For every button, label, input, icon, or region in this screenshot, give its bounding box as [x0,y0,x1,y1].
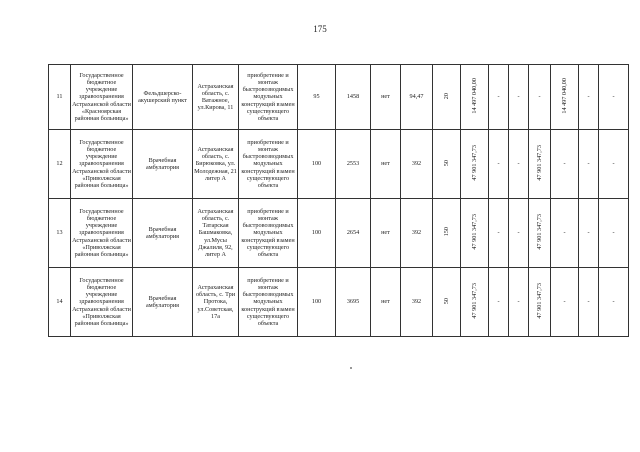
cost-year-1-cell: - [489,130,509,199]
area-cell: 392 [401,130,433,199]
total-cost-cell [461,268,489,337]
total-cost-cell [461,130,489,199]
cost-year-4-cell: - [551,268,579,337]
visits-cell [433,268,461,337]
work-description-cell: приобретение и монтаж быстровозводимых модульных конструкций взамен существующего объекта [239,65,298,130]
facility-type-cell: Врачебная амбулатория [133,268,193,337]
existing-building-cell: нет [371,65,401,130]
population-cell: 2654 [336,199,371,268]
population-cell: 3695 [336,268,371,337]
work-description-cell: приобретение и монтаж быстровозводимых модульных конструкций взамен существующего объекта [239,268,298,337]
population-cell: 2553 [336,130,371,199]
visits-cell-text: 50 [442,297,450,305]
table-row [49,130,629,199]
cost-year-2-cell: - [509,130,529,199]
cost-year-5-cell: - [579,65,599,130]
address-cell: Астраханская область, с. Татарская Башмаковка, ул.Мусы Джалиля, 92, литер А [193,199,239,268]
cost-year-1-cell: - [489,199,509,268]
visits-cell-text: 150 [442,227,450,237]
visits-cell [433,199,461,268]
existing-building-cell: нет [371,130,401,199]
cost-year-3-cell [529,130,551,199]
population-cell: 1458 [336,65,371,130]
area-cell: 392 [401,199,433,268]
work-description-cell: приобретение и монтаж быстровозводимых модульных конструкций взамен существующего объекта [239,130,298,199]
total-cost-cell-text: 47 901 347,73 [470,283,478,319]
row-number: 14 [49,268,71,337]
cost-year-1-cell: - [489,65,509,130]
organization-cell: Государственное бюджетное учреждение здравоохранения Астраханской области «Приволжская районная больница» [71,199,133,268]
cost-year-6-cell: - [599,65,629,130]
total-cost-cell [461,199,489,268]
capacity-cell: 95 [298,65,336,130]
visits-cell [433,65,461,130]
cost-year-5-cell: - [579,130,599,199]
visits-cell-text: 50 [442,159,450,167]
address-cell: Астраханская область, с. Ватажное, ул.Кирова, 11 [193,65,239,130]
facility-type-cell: Врачебная амбулатория [133,199,193,268]
facility-type-cell: Врачебная амбулатория [133,130,193,199]
cost-year-3-cell-text: 47 901 347,73 [535,145,543,181]
total-cost-cell-text: 47 901 347,73 [470,214,478,250]
scan-dot [350,356,352,374]
cost-year-6-cell: - [599,199,629,268]
row-number: 11 [49,65,71,130]
total-cost-cell-text: 47 901 347,73 [470,145,478,181]
existing-building-cell: нет [371,199,401,268]
cost-year-6-cell: - [599,268,629,337]
row-number: 12 [49,130,71,199]
work-description-cell: приобретение и монтаж быстровозводимых модульных конструкций взамен существующего объекта [239,199,298,268]
table-row [49,199,629,268]
cost-year-4-cell [551,65,579,130]
capacity-cell: 100 [298,199,336,268]
total-cost-cell-text: 14 497 040,00 [470,78,478,114]
organization-cell: Государственное бюджетное учреждение здравоохранения Астраханской области «Приволжская районная больница» [71,268,133,337]
facility-type-cell: Фельдшерско-акушерский пункт [133,65,193,130]
page-number: 175 [313,24,327,34]
cost-year-3-cell-text: 47 901 347,73 [535,283,543,319]
visits-cell [433,130,461,199]
capacity-cell: 100 [298,130,336,199]
row-number: 13 [49,199,71,268]
cost-year-4-cell-text: 14 497 040,00 [560,78,568,114]
cost-year-3-cell [529,268,551,337]
cost-year-4-cell: - [551,199,579,268]
address-cell: Астраханская область, с. Бирюковка, ул. Молодежная, 21 литер А [193,130,239,199]
cost-year-1-cell: - [489,268,509,337]
area-cell: 94,47 [401,65,433,130]
cost-year-3-cell-text: 47 901 347,73 [535,214,543,250]
existing-building-cell: нет [371,268,401,337]
facilities-table [48,64,629,337]
area-cell: 392 [401,268,433,337]
address-cell: Астраханская область, с. Три Протока, ул.Советская, 17а [193,268,239,337]
cost-year-2-cell: - [509,268,529,337]
total-cost-cell [461,65,489,130]
organization-cell: Государственное бюджетное учреждение здравоохранения Астраханской области «Приволжская районная больница» [71,130,133,199]
table-row [49,65,629,130]
visits-cell-text: 20 [442,92,450,100]
cost-year-5-cell: - [579,199,599,268]
capacity-cell: 100 [298,268,336,337]
cost-year-4-cell: - [551,130,579,199]
organization-cell: Государственное бюджетное учреждение здравоохранения Астраханской области «Красноярская районная больница» [71,65,133,130]
table-row [49,268,629,337]
cost-year-3-cell: - [529,65,551,130]
cost-year-3-cell [529,199,551,268]
cost-year-2-cell: - [509,65,529,130]
cost-year-2-cell: - [509,199,529,268]
cost-year-6-cell: - [599,130,629,199]
cost-year-5-cell: - [579,268,599,337]
